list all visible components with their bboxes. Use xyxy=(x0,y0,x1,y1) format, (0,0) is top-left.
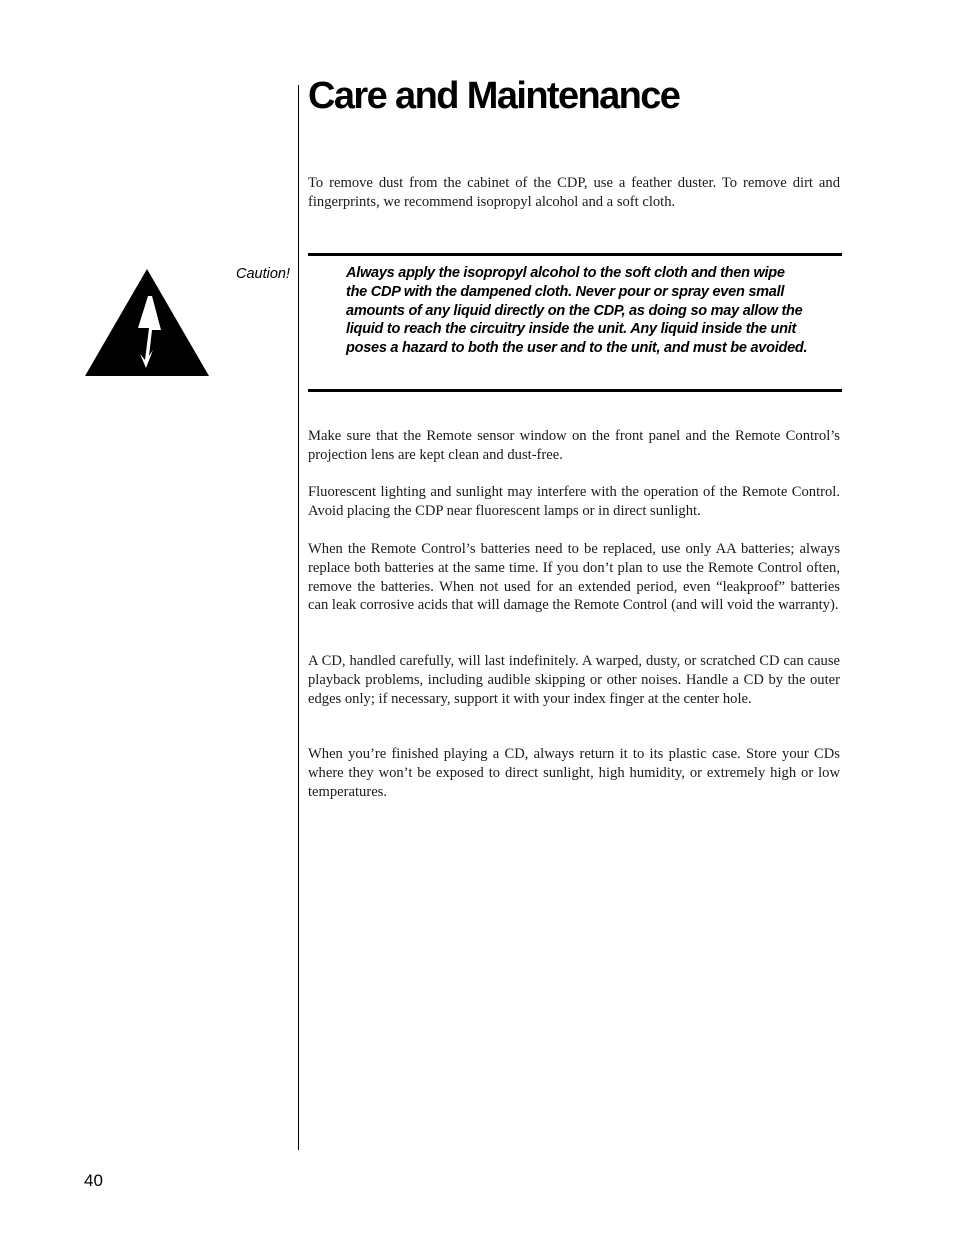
page-number: 40 xyxy=(84,1171,103,1190)
body-paragraph: Fluorescent lighting and sunlight may interfere with the operation of the Remote Control. Avoid placing the CDP near fluorescent lamps or in direct sunlight. xyxy=(308,484,840,519)
caution-bottom-rule xyxy=(308,389,842,392)
page-title: Care and Maintenance xyxy=(308,75,680,117)
intro-paragraph: To remove dust from the cabinet of the CDP, use a feather duster. To remove dirt and fingerprints, we recommend isopropyl alcohol and a soft cloth. xyxy=(308,175,840,210)
body-paragraph: A CD, handled carefully, will last indefinitely. A warped, dusty, or scratched CD can cause playback problems, including audible skipping or other noises. Handle a CD by the outer edges only; if necessary, support it with your index finger at the center hole. xyxy=(308,653,840,707)
caution-label: Caution! xyxy=(235,266,290,282)
caution-text: Always apply the isopropyl alcohol to the soft cloth and then wipe the CDP with the dampened cloth. Never pour or spray even small amounts of any liquid directly on the CDP, as doing so may allow the liquid to reach the circuitry inside the unit. Any liquid inside the unit poses a hazard to both the user and to the unit, and must be avoided. xyxy=(346,265,808,357)
caution-top-rule xyxy=(308,253,842,256)
column-divider-rule xyxy=(298,85,299,1150)
body-paragraph: When the Remote Control’s batteries need to be replaced, use only AA batteries; always replace both batteries at the same time. If you don’t plan to use the Remote Control often, remove the batteries. When not used for an extended period, even “leakproof” batteries can leak corrosive acids that will damage the Remote Control (and will void the warranty). xyxy=(308,541,840,614)
electrical-hazard-warning-icon xyxy=(84,268,210,378)
body-paragraph: Make sure that the Remote sensor window on the front panel and the Remote Control’s projection lens are kept clean and dust-free. xyxy=(308,428,840,463)
body-paragraph: When you’re finished playing a CD, always return it to its plastic case. Store your CDs where they won’t be exposed to direct sunlight, high humidity, or extremely high or low temperatures. xyxy=(308,746,840,800)
